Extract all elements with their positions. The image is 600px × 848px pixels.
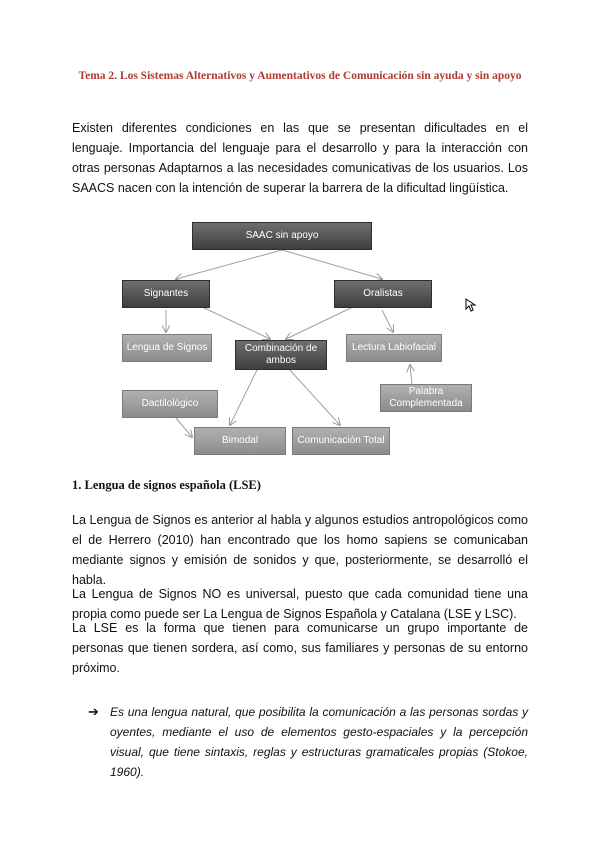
connector-root-signantes xyxy=(176,250,282,279)
node-combinacion-de-ambos: Combinación de ambos xyxy=(235,340,327,370)
connector-combinacion-total xyxy=(288,368,340,425)
node-saac-sin-apoyo: SAAC sin apoyo xyxy=(192,222,372,250)
connector-oralistas-combinacion xyxy=(286,306,355,339)
arrow-bullet-icon: ➔ xyxy=(88,704,99,719)
node-lengua-de-signos: Lengua de Signos xyxy=(122,334,212,362)
node-comunicacion-total: Comunicación Total xyxy=(292,427,390,455)
connector-root-oralistas xyxy=(282,250,382,279)
connector-dactilologico-bimodal xyxy=(176,418,192,437)
paragraph-history: La Lengua de Signos es anterior al habla y algunos estudios antropológicos como el de Herrero (2010) han encontrado que los homo sapiens se comunicaban mediante signos y emisión de sonidos y que, posteriormente, se desarrolló el habla. xyxy=(72,513,528,587)
connector-palabra-lectura xyxy=(410,365,412,384)
node-dactilologico: Dactilológico xyxy=(122,390,218,418)
connector-oralistas-lectura xyxy=(382,310,393,332)
connector-combinacion-bimodal xyxy=(230,368,258,425)
node-palabra-complementada: Palabra Complementada xyxy=(380,384,472,412)
node-oralistas: Oralistas xyxy=(334,280,432,308)
mouse-cursor-icon xyxy=(465,298,477,312)
paragraph-not-universal: La Lengua de Signos NO es universal, puesto que cada comunidad tiene una propia como puede ser La Lengua de Signos Española y Catalana (LSE y LSC). xyxy=(72,587,528,621)
document-title: Tema 2. Los Sistemas Alternativos y Aumentativos de Comunicación sin ayuda y sin apoyo xyxy=(78,70,522,82)
intro-paragraph: Existen diferentes condiciones en las que se presentan dificultades en el lenguaje. Importancia del lenguaje para el desarrollo y para la interacción con otras personas Adaptarnos a las necesidades comunicativas de los usuarios. Los SAACS nacen con la intención de superar la barrera de la dificultad lingüística. xyxy=(72,121,528,195)
node-signantes: Signantes xyxy=(122,280,210,308)
quote-stokoe: Es una lengua natural, que posibilita la comunicación a las personas sordas y oyentes, mediante el uso de elementos gesto-espaciales y la percepción visual, que tiene sintaxis, reglas y estructuras gramaticales propias (Stokoe, 1960). xyxy=(110,705,528,779)
node-lectura-labiofacial: Lectura Labiofacial xyxy=(346,334,442,362)
node-bimodal: Bimodal xyxy=(194,427,286,455)
paragraph-lse-definition: La LSE es la forma que tienen para comunicarse un grupo importante de personas que tienen sordera, así como, sus familiares y personas de su entorno próximo. xyxy=(72,621,528,675)
section-heading-lse: 1. Lengua de signos española (LSE) xyxy=(72,478,261,492)
